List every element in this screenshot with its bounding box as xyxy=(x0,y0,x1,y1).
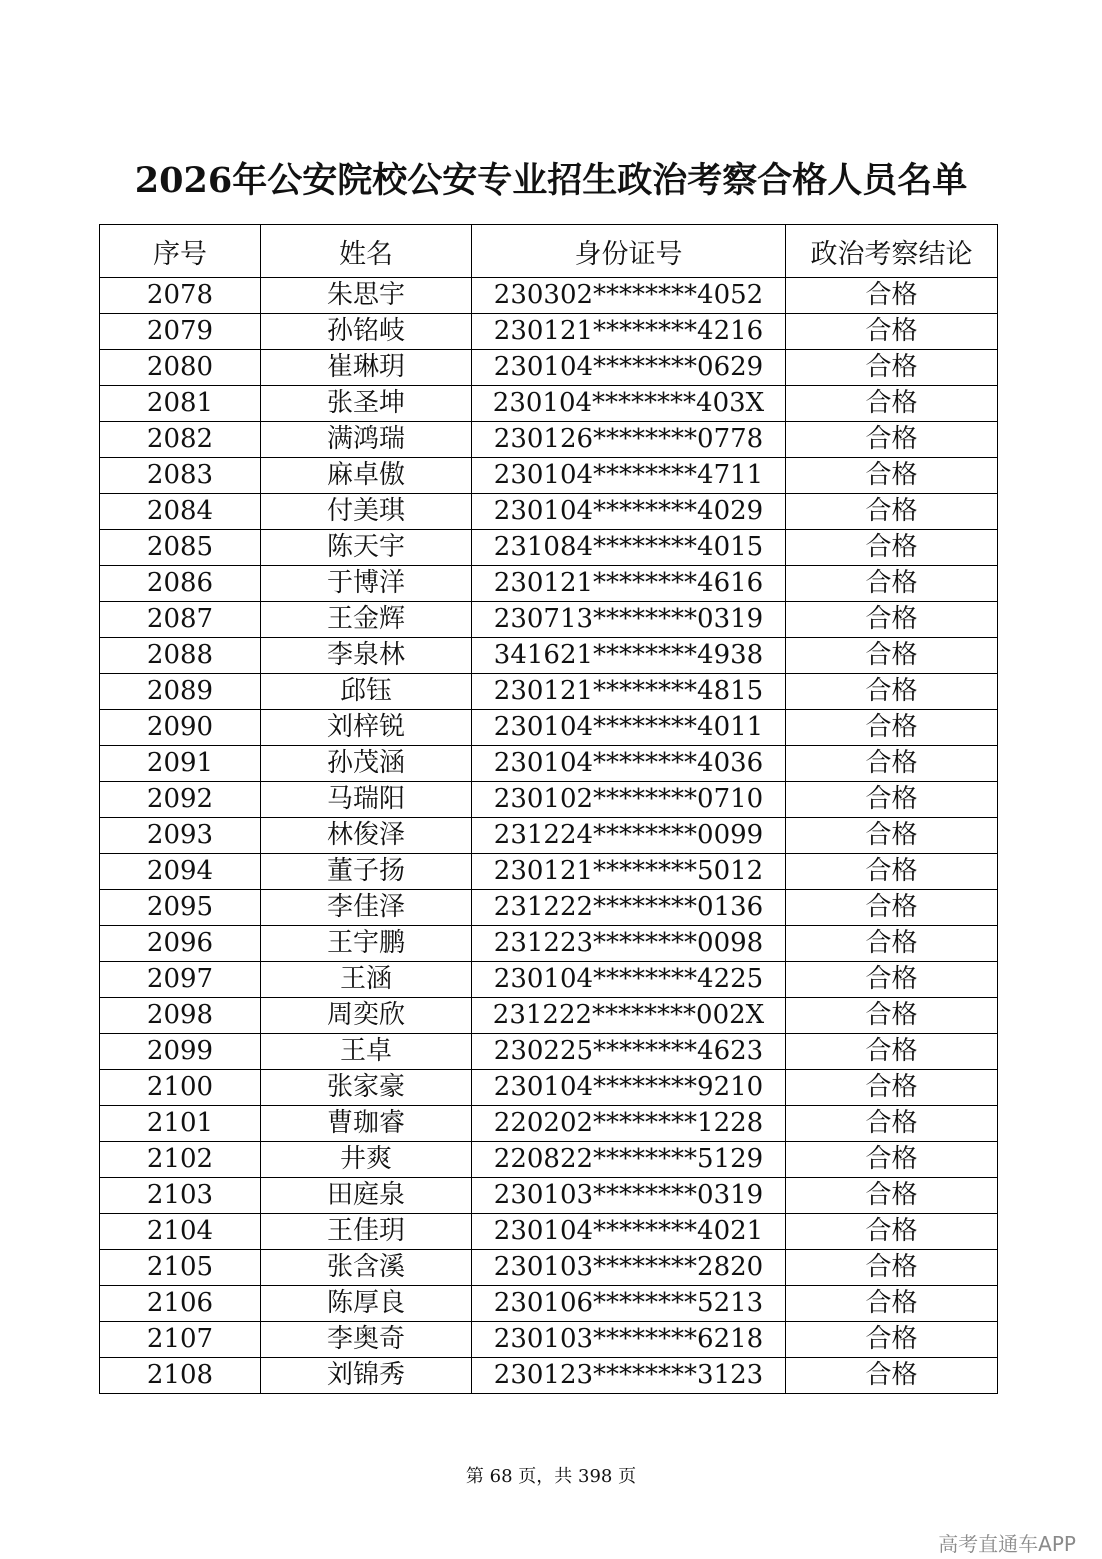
cell-result: 合格 xyxy=(786,1070,998,1106)
table-row xyxy=(100,1070,998,1106)
table-row xyxy=(100,458,998,494)
cell-name: 王卓 xyxy=(261,1034,472,1070)
watermark-text: 高考直通车APP xyxy=(938,1532,1076,1556)
cell-id: 230302********4052 xyxy=(472,278,786,314)
cell-id: 230106********5213 xyxy=(472,1286,786,1322)
cell-seq: 2086 xyxy=(100,566,261,602)
cell-id: 230104********4011 xyxy=(472,710,786,746)
cell-result: 合格 xyxy=(786,1106,998,1142)
table-row xyxy=(100,962,998,998)
cell-result: 合格 xyxy=(786,386,998,422)
roster-table xyxy=(99,224,998,1394)
table-row xyxy=(100,782,998,818)
table-row xyxy=(100,1322,998,1358)
cell-name: 陈厚良 xyxy=(261,1286,472,1322)
table-row xyxy=(100,746,998,782)
table-row xyxy=(100,1286,998,1322)
cell-seq: 2103 xyxy=(100,1178,261,1214)
table-row xyxy=(100,998,998,1034)
header-row xyxy=(100,225,998,278)
table-row xyxy=(100,926,998,962)
cell-seq: 2097 xyxy=(100,962,261,998)
cell-name: 王涵 xyxy=(261,962,472,998)
cell-name: 周奕欣 xyxy=(261,998,472,1034)
table-row xyxy=(100,1142,998,1178)
cell-id: 230121********4815 xyxy=(472,674,786,710)
cell-name: 张圣坤 xyxy=(261,386,472,422)
cell-result: 合格 xyxy=(786,314,998,350)
cell-seq: 2105 xyxy=(100,1250,261,1286)
cell-seq: 2081 xyxy=(100,386,261,422)
cell-id: 230126********0778 xyxy=(472,422,786,458)
cell-id: 230121********4216 xyxy=(472,314,786,350)
cell-id: 230104********403X xyxy=(472,386,786,422)
cell-id: 230103********2820 xyxy=(472,1250,786,1286)
cell-name: 李奥奇 xyxy=(261,1322,472,1358)
cell-result: 合格 xyxy=(786,1358,998,1394)
cell-id: 230713********0319 xyxy=(472,602,786,638)
cell-result: 合格 xyxy=(786,674,998,710)
cell-result: 合格 xyxy=(786,746,998,782)
table-row xyxy=(100,1358,998,1394)
cell-name: 王佳玥 xyxy=(261,1214,472,1250)
table-row xyxy=(100,674,998,710)
cell-seq: 2085 xyxy=(100,530,261,566)
cell-seq: 2104 xyxy=(100,1214,261,1250)
cell-seq: 2087 xyxy=(100,602,261,638)
cell-name: 邱钰 xyxy=(261,674,472,710)
cell-id: 341621********4938 xyxy=(472,638,786,674)
cell-name: 李佳泽 xyxy=(261,890,472,926)
cell-seq: 2100 xyxy=(100,1070,261,1106)
table-row xyxy=(100,890,998,926)
cell-result: 合格 xyxy=(786,602,998,638)
table-body xyxy=(100,278,998,1394)
cell-result: 合格 xyxy=(786,638,998,674)
cell-id: 231084********4015 xyxy=(472,530,786,566)
cell-name: 孙铭岐 xyxy=(261,314,472,350)
cell-result: 合格 xyxy=(786,1034,998,1070)
cell-seq: 2079 xyxy=(100,314,261,350)
table-row xyxy=(100,854,998,890)
cell-seq: 2083 xyxy=(100,458,261,494)
cell-seq: 2107 xyxy=(100,1322,261,1358)
cell-result: 合格 xyxy=(786,710,998,746)
cell-seq: 2088 xyxy=(100,638,261,674)
cell-result: 合格 xyxy=(786,998,998,1034)
cell-name: 张含溪 xyxy=(261,1250,472,1286)
cell-result: 合格 xyxy=(786,278,998,314)
cell-id: 231224********0099 xyxy=(472,818,786,854)
cell-result: 合格 xyxy=(786,890,998,926)
page-number: 第 68 页，共 398 页 xyxy=(465,1466,637,1487)
cell-seq: 2098 xyxy=(100,998,261,1034)
table-row xyxy=(100,638,998,674)
header-id: 身份证号 xyxy=(472,225,786,278)
header-result: 政治考察结论 xyxy=(786,225,998,278)
cell-name: 林俊泽 xyxy=(261,818,472,854)
cell-name: 井爽 xyxy=(261,1142,472,1178)
cell-result: 合格 xyxy=(786,566,998,602)
cell-name: 孙茂涵 xyxy=(261,746,472,782)
table-row xyxy=(100,278,998,314)
cell-result: 合格 xyxy=(786,1322,998,1358)
table-row xyxy=(100,350,998,386)
cell-id: 230104********4021 xyxy=(472,1214,786,1250)
table-row xyxy=(100,818,998,854)
cell-id: 230225********4623 xyxy=(472,1034,786,1070)
cell-result: 合格 xyxy=(786,782,998,818)
cell-name: 付美琪 xyxy=(261,494,472,530)
cell-id: 230104********4029 xyxy=(472,494,786,530)
table-row xyxy=(100,1034,998,1070)
cell-name: 李泉林 xyxy=(261,638,472,674)
cell-id: 220202********1228 xyxy=(472,1106,786,1142)
cell-id: 230103********6218 xyxy=(472,1322,786,1358)
cell-seq: 2096 xyxy=(100,926,261,962)
cell-name: 满鸿瑞 xyxy=(261,422,472,458)
cell-result: 合格 xyxy=(786,926,998,962)
cell-result: 合格 xyxy=(786,818,998,854)
cell-name: 刘锦秀 xyxy=(261,1358,472,1394)
cell-name: 马瑞阳 xyxy=(261,782,472,818)
cell-id: 230104********4711 xyxy=(472,458,786,494)
table-row xyxy=(100,1106,998,1142)
cell-seq: 2090 xyxy=(100,710,261,746)
cell-result: 合格 xyxy=(786,854,998,890)
table-row xyxy=(100,530,998,566)
cell-id: 230123********3123 xyxy=(472,1358,786,1394)
cell-seq: 2099 xyxy=(100,1034,261,1070)
cell-name: 崔琳玥 xyxy=(261,350,472,386)
cell-seq: 2094 xyxy=(100,854,261,890)
cell-name: 王金辉 xyxy=(261,602,472,638)
cell-seq: 2092 xyxy=(100,782,261,818)
cell-name: 张家豪 xyxy=(261,1070,472,1106)
cell-id: 230121********4616 xyxy=(472,566,786,602)
cell-id: 230121********5012 xyxy=(472,854,786,890)
cell-id: 230104********9210 xyxy=(472,1070,786,1106)
cell-seq: 2093 xyxy=(100,818,261,854)
cell-id: 220822********5129 xyxy=(472,1142,786,1178)
cell-name: 王宇鹏 xyxy=(261,926,472,962)
cell-result: 合格 xyxy=(786,1286,998,1322)
cell-id: 230104********4225 xyxy=(472,962,786,998)
table-row xyxy=(100,1214,998,1250)
cell-result: 合格 xyxy=(786,1178,998,1214)
table-row xyxy=(100,566,998,602)
table-header xyxy=(100,225,998,278)
header-name: 姓名 xyxy=(261,225,472,278)
cell-name: 于博洋 xyxy=(261,566,472,602)
cell-seq: 2108 xyxy=(100,1358,261,1394)
cell-result: 合格 xyxy=(786,350,998,386)
cell-seq: 2078 xyxy=(100,278,261,314)
cell-result: 合格 xyxy=(786,1214,998,1250)
page-title: 2026年公安院校公安专业招生政治考察合格人员名单 xyxy=(134,160,968,201)
cell-id: 231222********0136 xyxy=(472,890,786,926)
cell-seq: 2080 xyxy=(100,350,261,386)
table-row xyxy=(100,1250,998,1286)
table-row xyxy=(100,602,998,638)
cell-name: 陈天宇 xyxy=(261,530,472,566)
cell-seq: 2102 xyxy=(100,1142,261,1178)
table-row xyxy=(100,494,998,530)
header-seq: 序号 xyxy=(100,225,261,278)
cell-result: 合格 xyxy=(786,1250,998,1286)
cell-name: 麻卓傲 xyxy=(261,458,472,494)
table-row xyxy=(100,422,998,458)
cell-seq: 2095 xyxy=(100,890,261,926)
cell-result: 合格 xyxy=(786,962,998,998)
cell-name: 朱思宇 xyxy=(261,278,472,314)
cell-result: 合格 xyxy=(786,494,998,530)
table-row xyxy=(100,386,998,422)
cell-result: 合格 xyxy=(786,422,998,458)
cell-id: 231222********002X xyxy=(472,998,786,1034)
cell-id: 231223********0098 xyxy=(472,926,786,962)
cell-name: 刘梓锐 xyxy=(261,710,472,746)
cell-id: 230102********0710 xyxy=(472,782,786,818)
cell-seq: 2091 xyxy=(100,746,261,782)
cell-result: 合格 xyxy=(786,458,998,494)
cell-name: 田庭泉 xyxy=(261,1178,472,1214)
cell-result: 合格 xyxy=(786,1142,998,1178)
cell-seq: 2089 xyxy=(100,674,261,710)
cell-seq: 2082 xyxy=(100,422,261,458)
table-row xyxy=(100,710,998,746)
cell-id: 230104********0629 xyxy=(472,350,786,386)
table-row xyxy=(100,314,998,350)
cell-id: 230103********0319 xyxy=(472,1178,786,1214)
cell-name: 曹珈睿 xyxy=(261,1106,472,1142)
cell-name: 董子扬 xyxy=(261,854,472,890)
cell-seq: 2106 xyxy=(100,1286,261,1322)
cell-result: 合格 xyxy=(786,530,998,566)
table-row xyxy=(100,1178,998,1214)
cell-seq: 2101 xyxy=(100,1106,261,1142)
cell-id: 230104********4036 xyxy=(472,746,786,782)
cell-seq: 2084 xyxy=(100,494,261,530)
